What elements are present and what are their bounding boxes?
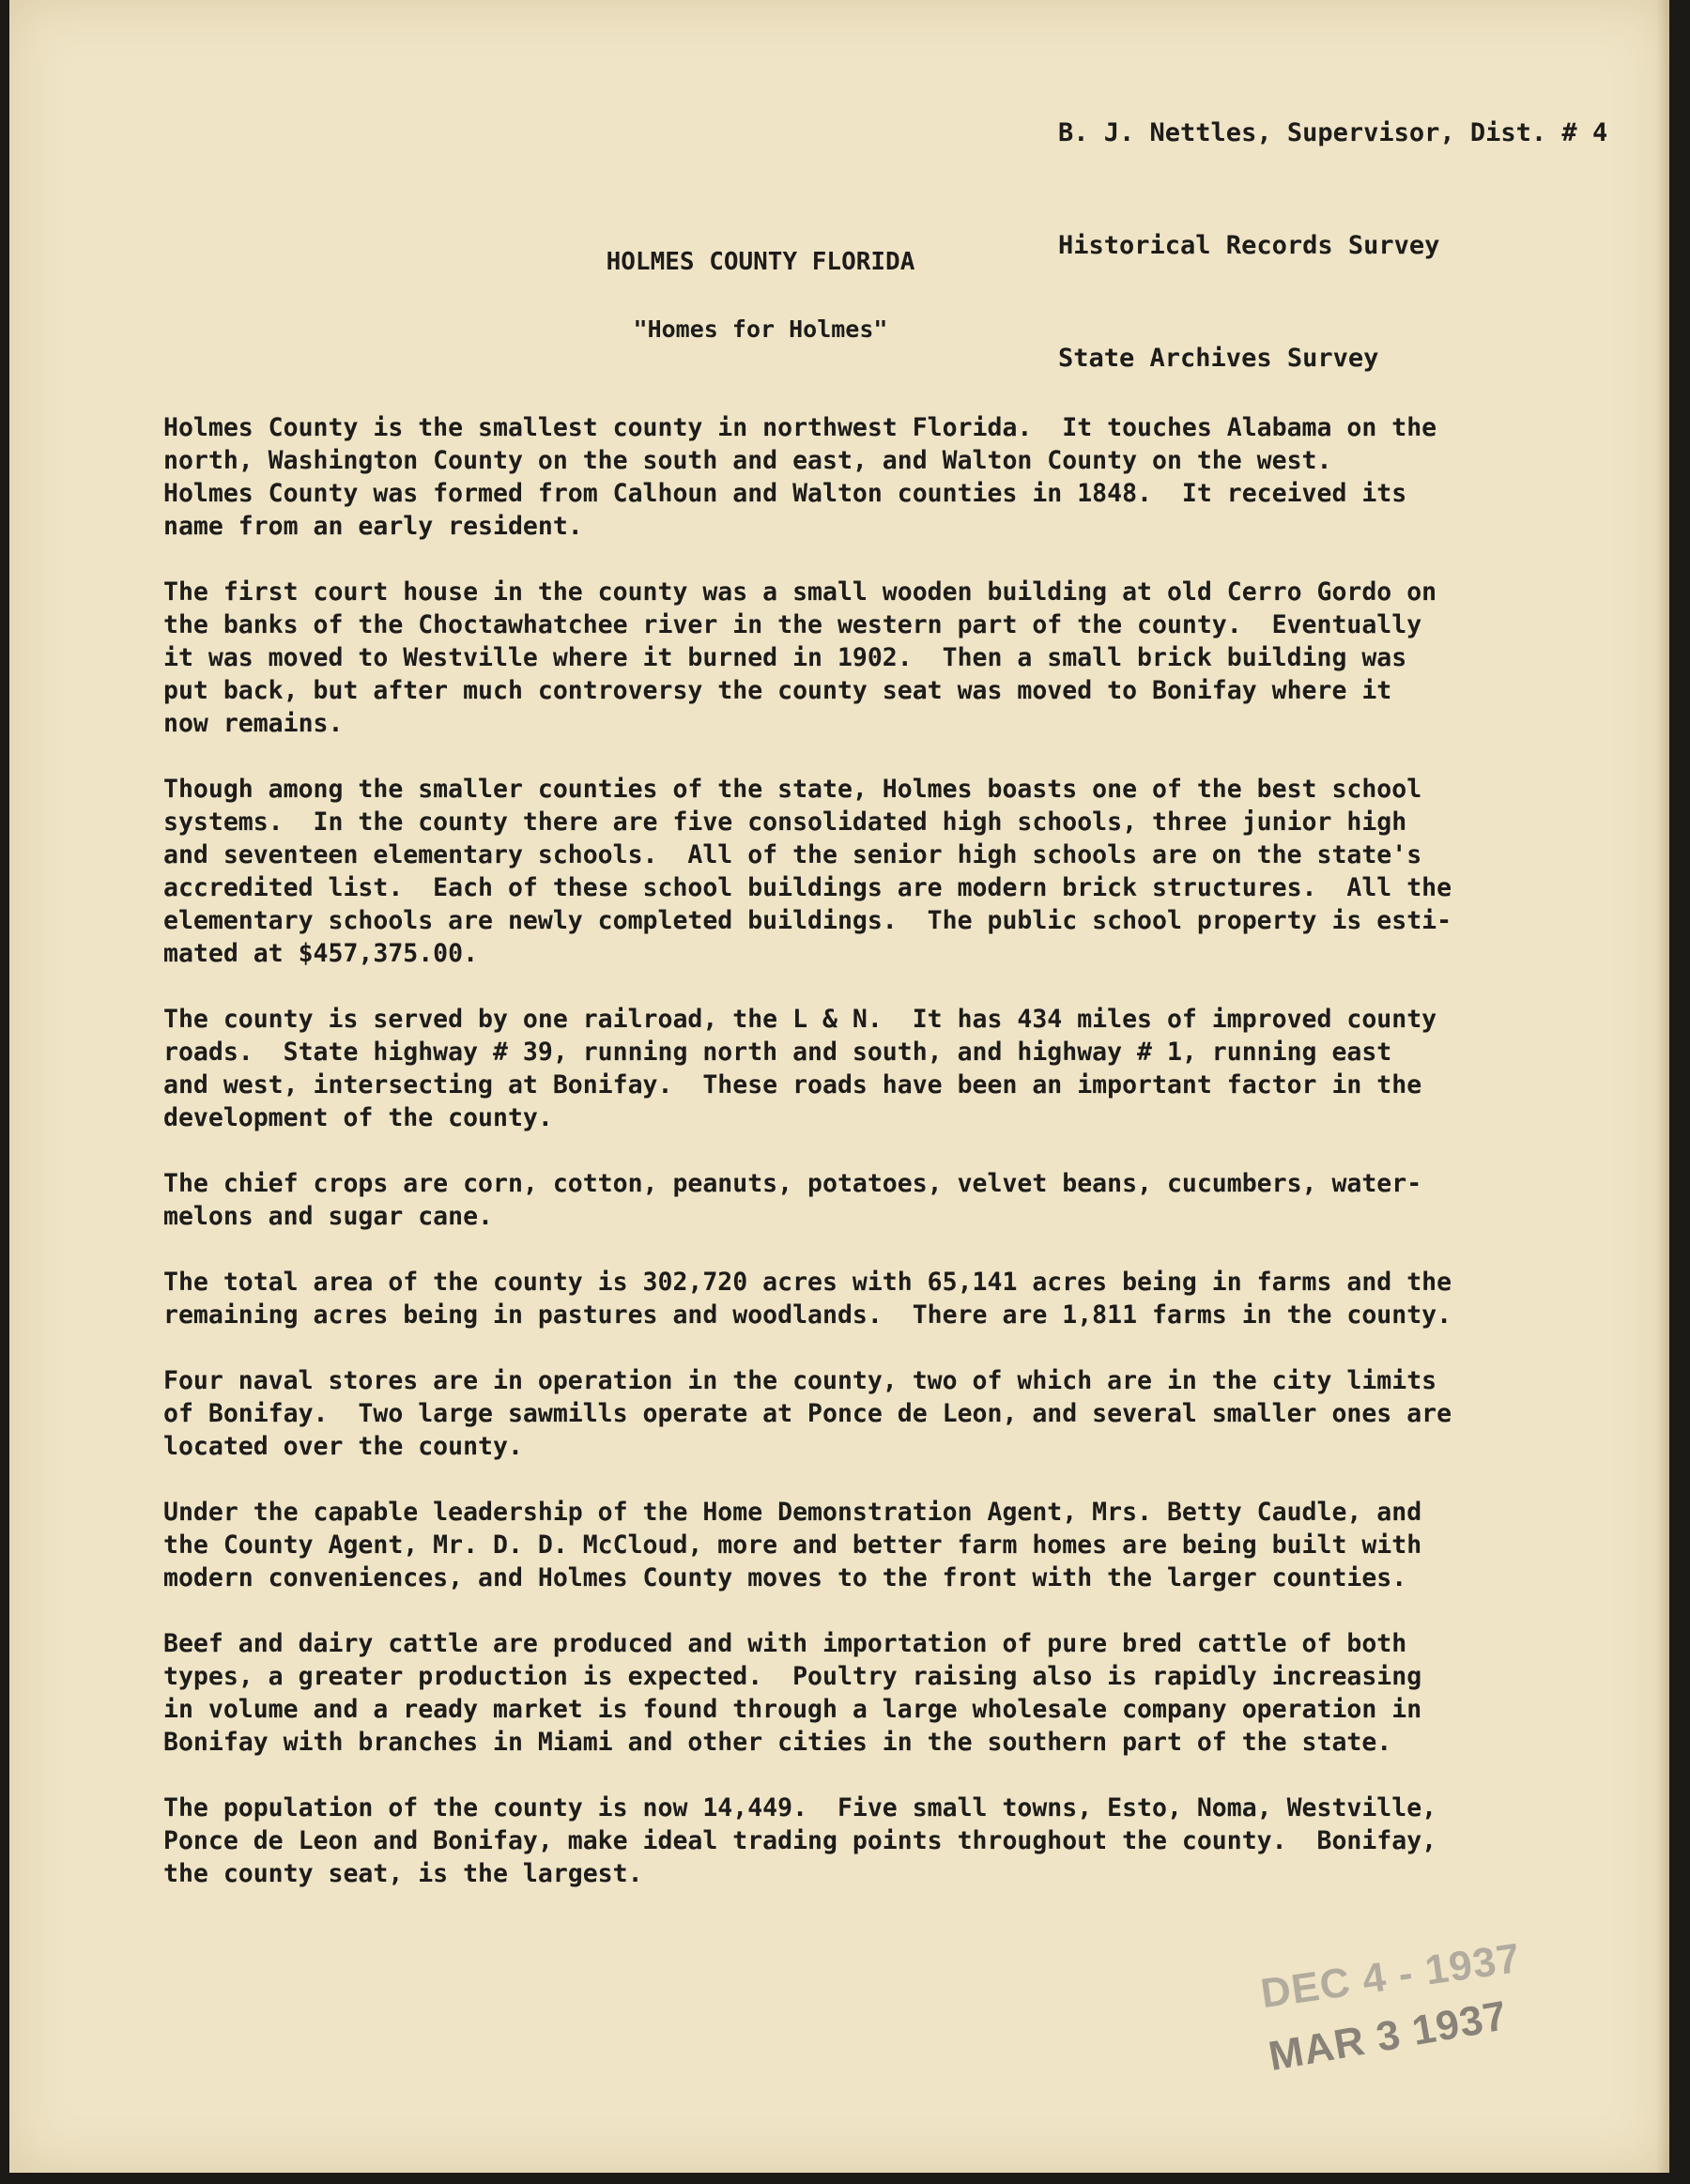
- text-line: The population of the county is now 14,449. Five small towns, Esto, Noma, Westville,: [163, 1793, 1437, 1823]
- text-line: modern conveniences, and Holmes County moves to the front with the larger counties.: [163, 1563, 1407, 1592]
- document-title: HOLMES COUNTY FLORIDA: [606, 248, 915, 276]
- text-line: melons and sugar cane.: [163, 1202, 493, 1231]
- text-line: The total area of the county is 302,720 acres with 65,141 acres being in farms and the: [163, 1268, 1452, 1297]
- text-line: it was moved to Westville where it burned in 1902. Then a small brick building was: [163, 643, 1407, 672]
- text-line: and seventeen elementary schools. All of the senior high schools are on the state's: [163, 840, 1422, 869]
- text-line: now remains.: [163, 709, 344, 738]
- text-line: remaining acres being in pastures and woodlands. There are 1,811 farms in the county.: [163, 1300, 1452, 1330]
- received-date-stamp-dec: DEC 4 - 1937: [1257, 1934, 1524, 2018]
- text-line: Though among the smaller counties of the state, Holmes boasts one of the best school: [163, 775, 1422, 804]
- text-line: mated at $457,375.00.: [163, 939, 479, 968]
- received-date-stamp-mar: MAR 3 1937: [1265, 1992, 1512, 2080]
- text-line: in volume and a ready market is found through a large wholesale company operation in: [163, 1695, 1422, 1724]
- text-line: development of the county.: [163, 1103, 553, 1132]
- paragraph-population: [163, 1792, 1590, 1890]
- text-line: Holmes County was formed from Calhoun and Walton counties in 1848. It received its: [163, 479, 1407, 508]
- paragraph-area: [163, 1266, 1590, 1331]
- text-line: Under the capable leadership of the Home Demonstration Agent, Mrs. Betty Caudle, and: [163, 1498, 1422, 1527]
- document-subtitle: "Homes for Holmes": [633, 315, 888, 343]
- text-line: The county is served by one railroad, the L & N. It has 434 miles of improved county: [163, 1005, 1437, 1034]
- document-page: [9, 0, 1669, 2173]
- paragraph-homes: [163, 1496, 1590, 1594]
- text-line: name from an early resident.: [163, 512, 583, 541]
- header-line-archives: State Archives Survey: [1058, 344, 1379, 373]
- text-line: elementary schools are newly completed buildings. The public school property is esti-: [163, 906, 1452, 935]
- header-line-supervisor: B. J. Nettles, Supervisor, Dist. # 4: [1058, 118, 1608, 147]
- paragraph-schools: [163, 773, 1590, 970]
- text-line: Bonifay with branches in Miami and other cities in the southern part of the state.: [163, 1728, 1392, 1757]
- paragraph-cattle: [163, 1627, 1590, 1759]
- text-line: Ponce de Leon and Bonifay, make ideal trading points throughout the county. Bonifay,: [163, 1826, 1437, 1855]
- text-line: The chief crops are corn, cotton, peanuts, potatoes, velvet beans, cucumbers, water-: [163, 1169, 1422, 1198]
- text-line: located over the county.: [163, 1432, 523, 1461]
- text-line: the banks of the Choctawhatchee river in the western part of the county. Eventually: [163, 610, 1422, 639]
- paragraph-crops: [163, 1167, 1590, 1233]
- text-line: north, Washington County on the south and east, and Walton County on the west.: [163, 446, 1332, 475]
- paragraph-court-house: [163, 576, 1590, 740]
- paragraph-industry: [163, 1364, 1590, 1463]
- header-line-survey: Historical Records Survey: [1058, 231, 1440, 260]
- text-line: systems. In the county there are five consolidated high schools, three junior high: [163, 807, 1407, 837]
- text-line: accredited list. Each of these school buildings are modern brick structures. All the: [163, 873, 1452, 902]
- header-attribution: [1058, 39, 1607, 453]
- text-line: Holmes County is the smallest county in northwest Florida. It touches Alabama on the: [163, 413, 1437, 442]
- text-line: put back, but after much controversy the county seat was moved to Bonifay where it: [163, 676, 1392, 705]
- text-line: Beef and dairy cattle are produced and with importation of pure bred cattle of both: [163, 1629, 1407, 1658]
- document-body: [163, 411, 1590, 1923]
- text-line: types, a greater production is expected. Poultry raising also is rapidly increasing: [163, 1662, 1422, 1691]
- paragraph-location: [163, 411, 1590, 543]
- text-line: the county seat, is the largest.: [163, 1859, 643, 1888]
- text-line: and west, intersecting at Bonifay. These roads have been an important factor in the: [163, 1070, 1422, 1100]
- text-line: roads. State highway # 39, running north and south, and highway # 1, running east: [163, 1038, 1392, 1067]
- paragraph-roads: [163, 1003, 1590, 1134]
- text-line: The first court house in the county was a small wooden building at old Cerro Gordo on: [163, 577, 1437, 607]
- page-edge-shadow: [1656, 0, 1669, 2173]
- text-line: the County Agent, Mr. D. D. McCloud, more and better farm homes are being built with: [163, 1530, 1422, 1560]
- text-line: of Bonifay. Two large sawmills operate at Ponce de Leon, and several smaller ones are: [163, 1399, 1452, 1428]
- text-line: Four naval stores are in operation in the county, two of which are in the city limits: [163, 1366, 1437, 1395]
